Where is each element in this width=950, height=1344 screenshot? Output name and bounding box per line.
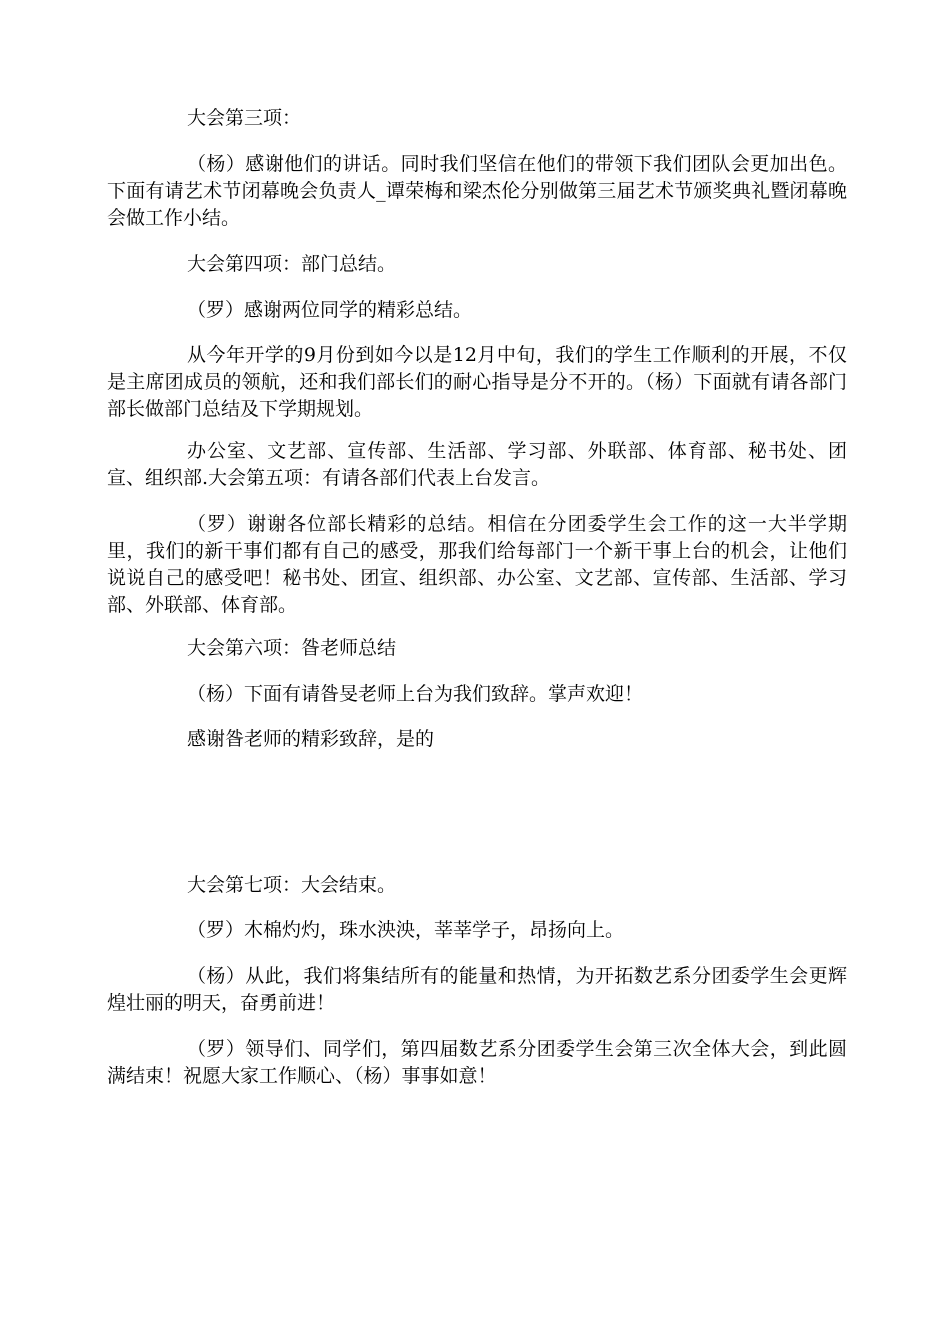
paragraph-thanks-teacher: 感谢昝老师的精彩致辞，是的 (187, 728, 435, 750)
paragraph-yang-closing: （杨）从此，我们将集结所有的能量和热情，为开拓数艺系分团委学生会更辉煌壮丽的明天，奋勇前进！ (107, 965, 847, 1014)
paragraph-yang-thanks: （杨）感谢他们的讲话。同时我们坚信在他们的带领下我们团队会更加出色。下面有请艺术节闭幕晚会负责人_谭荣梅和梁杰伦分别做第三届艺术节颁奖典礼暨闭幕晚会做工作小结。 (107, 153, 847, 229)
heading-item-three: 大会第三项： (187, 107, 302, 129)
paragraph-final-closing: （罗）领导们、同学们，第四届数艺系分团委学生会第三次全体大会，到此圆满结束！祝愿大家工作顺心、（杨）事事如意！ (107, 1038, 847, 1087)
paragraph-departments: 办公室、文艺部、宣传部、生活部、学习部、外联部、体育部、秘书处、团宣、组织部.大会第五项：有请各部们代表上台发言。 (107, 440, 847, 489)
heading-item-four: 大会第四项：部门总结。 (187, 253, 397, 275)
heading-item-seven: 大会第七项：大会结束。 (187, 874, 397, 896)
heading-item-six: 大会第六项：昝老师总结 (187, 637, 397, 659)
paragraph-luo-thanks: （罗）感谢两位同学的精彩总结。 (187, 299, 473, 321)
paragraph-luo-closing: （罗）木棉灼灼，珠水泱泱，莘莘学子，昂扬向上。 (187, 919, 625, 941)
paragraph-semester-work: 从今年开学的9月份到如今以是12月中旬，我们的学生工作顺利的开展，不仅是主席团成员的领航，还和我们部长们的耐心指导是分不开的。（杨）下面就有请各部门部长做部门总结及下学期规划。 (107, 344, 847, 420)
paragraph-teacher-speech: （杨）下面有请昝旻老师上台为我们致辞。掌声欢迎！ (187, 683, 644, 705)
paragraph-new-staff: （罗）谢谢各位部长精彩的总结。相信在分团委学生会工作的这一大半学期里，我们的新干事们都有自己的感受，那我们给每部门一个新干事上台的机会，让他们说说自己的感受吧！秘书处、团宣、组织部、办公室、文艺部、宣传部、生活部、学习部、外联部、体育部。 (107, 513, 847, 616)
